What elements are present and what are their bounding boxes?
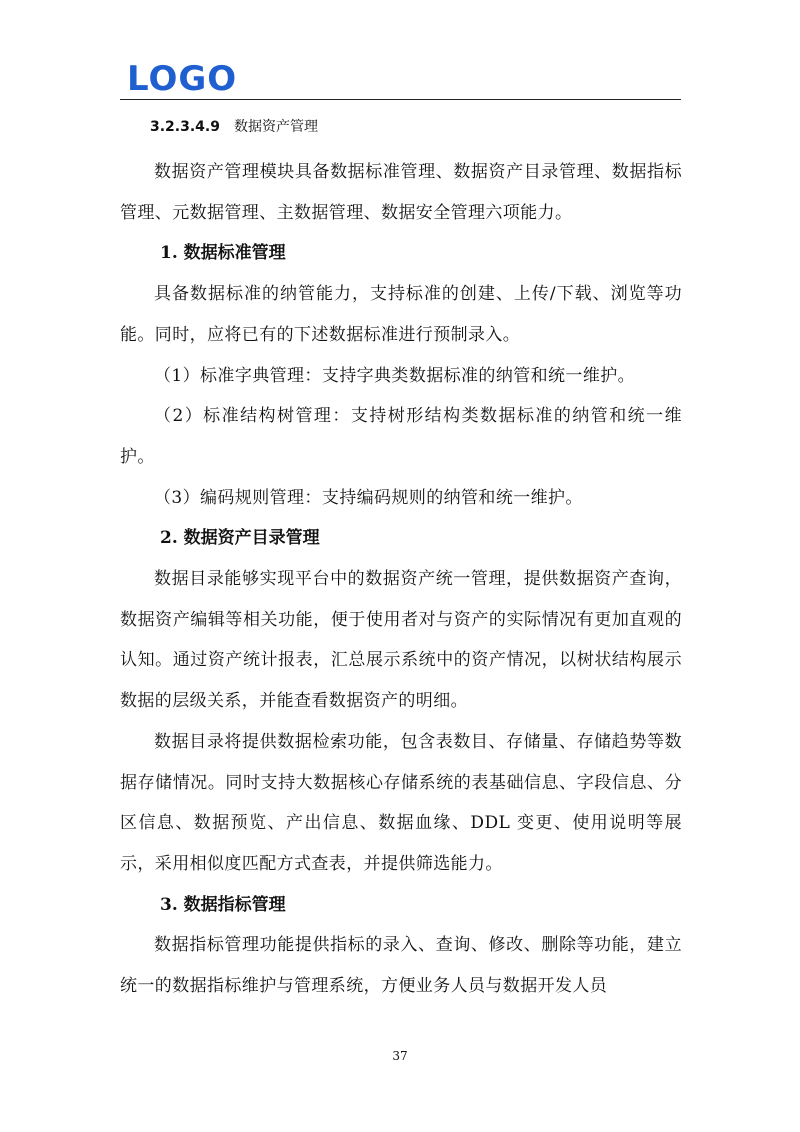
paragraph: 数据目录将提供数据检索功能，包含表数目、存储量、存储趋势等数据存储情况。同时支持大数据核心存储系统的表基础信息、字段信息、分区信息、数据预览、产出信息、数据血缘、DDL 变更、使用说明等展示，采用相似度匹配方式查表，并提供筛选能力。 <box>120 731 682 874</box>
subheading-3: 3. 数据指标管理 <box>160 894 286 915</box>
subheading-1: 1. 数据标准管理 <box>160 243 286 264</box>
intro-paragraph: 数据资产管理模块具备数据标准管理、数据资产目录管理、数据指标管理、元数据管理、主数据管理、数据安全管理六项能力。 <box>120 162 682 223</box>
paragraph: 具备数据标准的纳管能力，支持标准的创建、上传/下载、浏览等功能。同时，应将已有的下述数据标准进行预制录入。 <box>120 284 682 345</box>
section-heading <box>150 114 682 140</box>
list-item: （3）编码规则管理：支持编码规则的纳管和统一维护。 <box>154 487 583 508</box>
page-number: 37 <box>392 1049 408 1063</box>
section-number: 3.2.3.4.9 <box>150 119 220 135</box>
header-divider <box>120 99 681 100</box>
subheading-2: 2. 数据资产目录管理 <box>160 528 320 549</box>
document-body <box>120 110 682 1007</box>
paragraph: 数据指标管理功能提供指标的录入、查询、修改、删除等功能，建立统一的数据指标维护与管理系统，方便业务人员与数据开发人员 <box>120 935 682 997</box>
logo: LOGO <box>127 59 238 99</box>
section-title: 数据资产管理 <box>233 119 318 135</box>
list-item: （2）标准结构树管理：支持树形结构类数据标准的纳管和统一维护。 <box>120 406 682 467</box>
paragraph: 数据目录能够实现平台中的数据资产统一管理，提供数据资产查询，数据资产编辑等相关功能，便于使用者对与资产的实际情况有更加直观的认知。通过资产统计报表，汇总展示系统中的资产情况，以树状结构展示数据的层级关系，并能查看数据资产的明细。 <box>120 569 682 712</box>
list-item: （1）标准字典管理：支持字典类数据标准的纳管和统一维护。 <box>154 365 636 386</box>
